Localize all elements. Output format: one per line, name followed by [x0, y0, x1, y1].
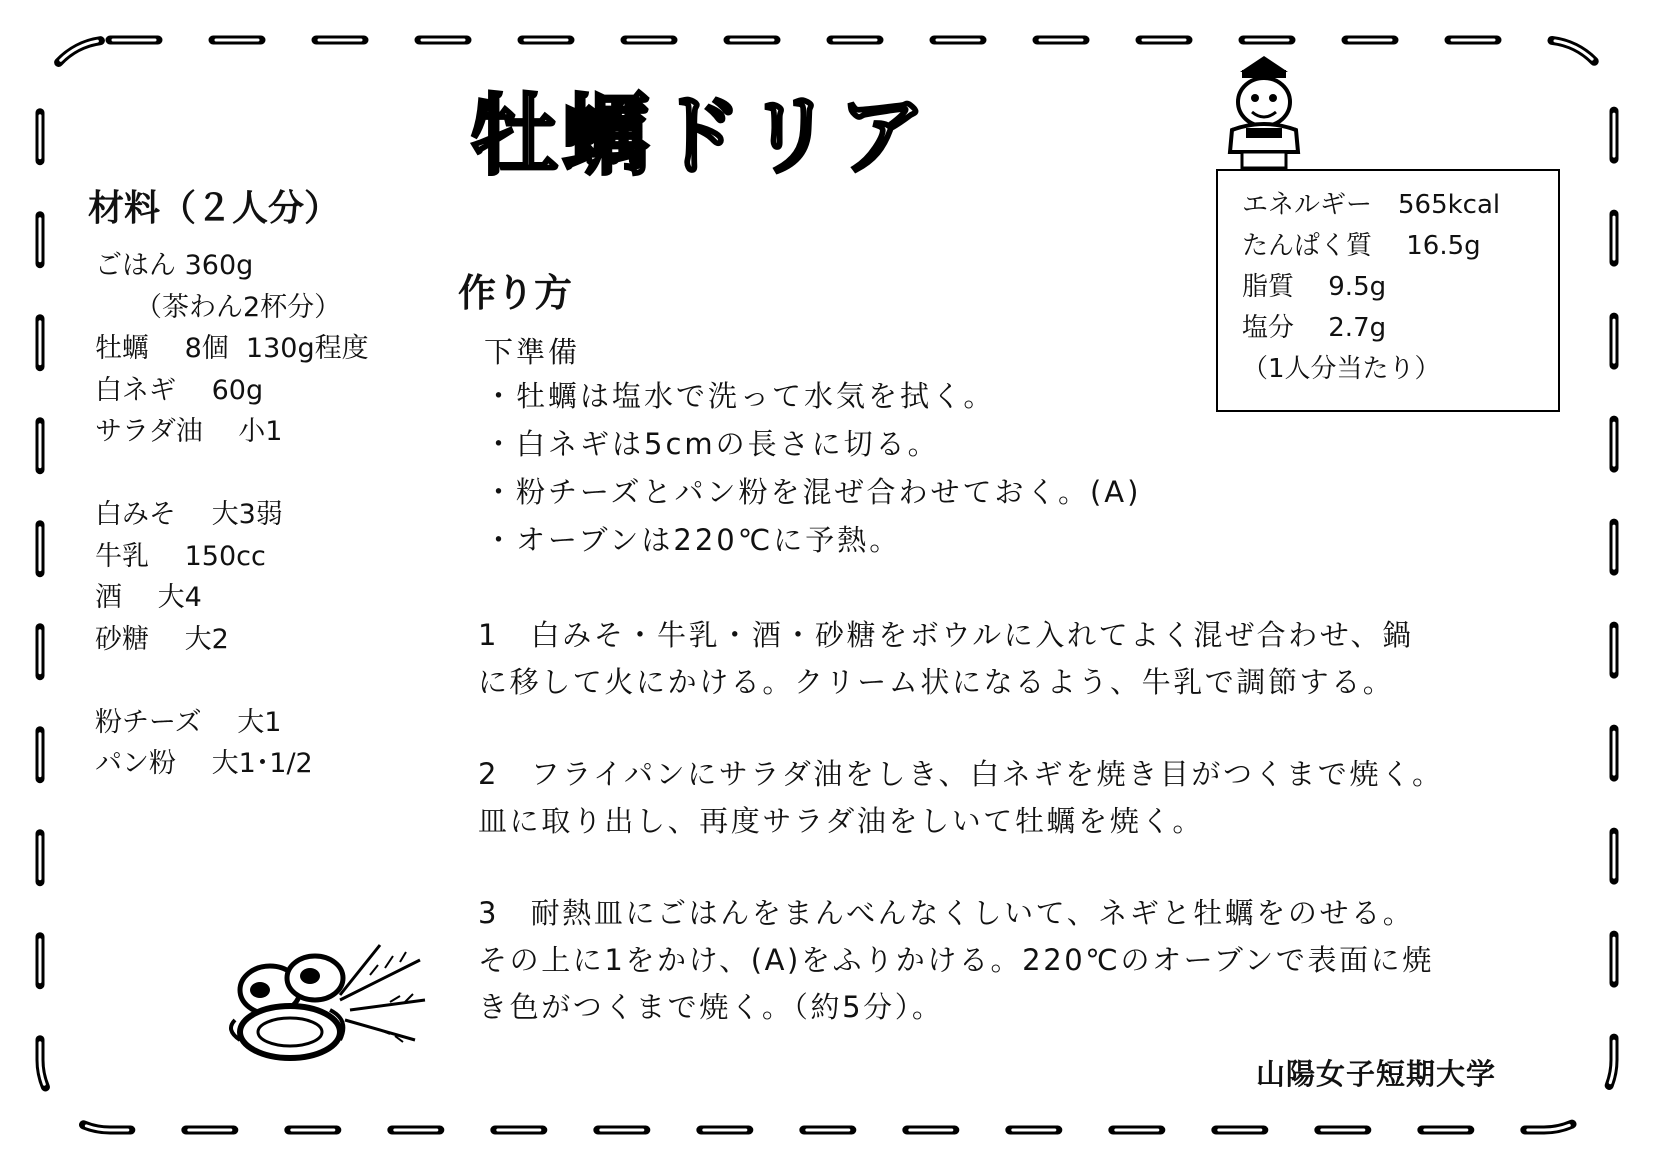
recipe-title: 牡蠣ドリア	[470, 84, 931, 187]
ingredient-item: サラダ油 小1	[95, 416, 283, 447]
oyster-illustration-icon	[220, 940, 430, 1070]
step-1	[478, 612, 1588, 706]
ingredient-item: 白ネギ 60g	[95, 374, 264, 406]
step-line: に移して火にかける。クリーム状になるよう、牛乳で調節する。	[478, 665, 1395, 699]
prep-item: ・牡蠣は塩水で洗って水気を拭く。	[484, 379, 996, 413]
step-line: 2 フライパンにサラダ油をしき、白ネギを焼き目がつくまで焼く。	[478, 757, 1444, 791]
ingredient-item: 砂糖 大2	[95, 623, 229, 655]
ingredient-item: 粉チーズ 大1	[95, 706, 282, 738]
publisher-name: 山陽女子短期大学	[1256, 1057, 1497, 1091]
prep-item: ・白ネギは5cmの長さに切る。	[484, 427, 940, 461]
step-line: その上に1をかけ、(A)をふりかける。220℃のオーブンで表面に焼	[478, 943, 1434, 977]
step-2	[478, 751, 1588, 845]
prep-heading: 下準備	[484, 335, 581, 369]
ingredient-item: 牛乳 150cc	[95, 540, 266, 572]
nutrition-energy: エネルギー 565kcal	[1242, 190, 1501, 220]
ingredient-item: パン粉 大1･1/2	[95, 748, 313, 779]
nutrition-note: （1人分当たり）	[1242, 354, 1441, 384]
ingredients-list	[95, 245, 369, 785]
chef-illustration-icon	[1212, 52, 1316, 170]
nutrition-salt: 塩分 2.7g	[1242, 313, 1387, 343]
ingredient-item: （茶わん2杯分）	[135, 291, 342, 323]
step-3	[478, 890, 1588, 1031]
ingredient-item: ごはん 360g	[95, 250, 254, 281]
ingredient-item: 白みそ 大3弱	[95, 499, 283, 530]
nutrition-protein: たんぱく質 16.5g	[1242, 231, 1481, 261]
ingredients-heading: 材料（２人分）	[88, 188, 341, 229]
prep-item: ・オーブンは220℃に予熱。	[484, 523, 902, 557]
ingredient-item: 牡蠣 8個 130g程度	[95, 333, 369, 364]
step-line: き色がつくまで焼く。（約5分）。	[478, 990, 944, 1024]
ingredient-item: 酒 大4	[95, 582, 202, 613]
nutrition-box	[1216, 169, 1560, 412]
step-line: 皿に取り出し、再度サラダ油をしいて牡蠣を焼く。	[478, 804, 1204, 838]
step-line: 1 白みそ・牛乳・酒・砂糖をボウルに入れてよく混ぜ合わせ、鍋	[478, 618, 1414, 652]
prep-item: ・粉チーズとパン粉を混ぜ合わせておく。(A)	[484, 475, 1142, 509]
method-heading: 作り方	[458, 271, 573, 315]
step-line: 3 耐熱皿にごはんをまんべんなくしいて、ネギと牡蠣をのせる。	[478, 896, 1415, 930]
prep-list	[484, 372, 1141, 564]
steps-list	[478, 612, 1588, 1076]
nutrition-fat: 脂質 9.5g	[1242, 272, 1387, 302]
